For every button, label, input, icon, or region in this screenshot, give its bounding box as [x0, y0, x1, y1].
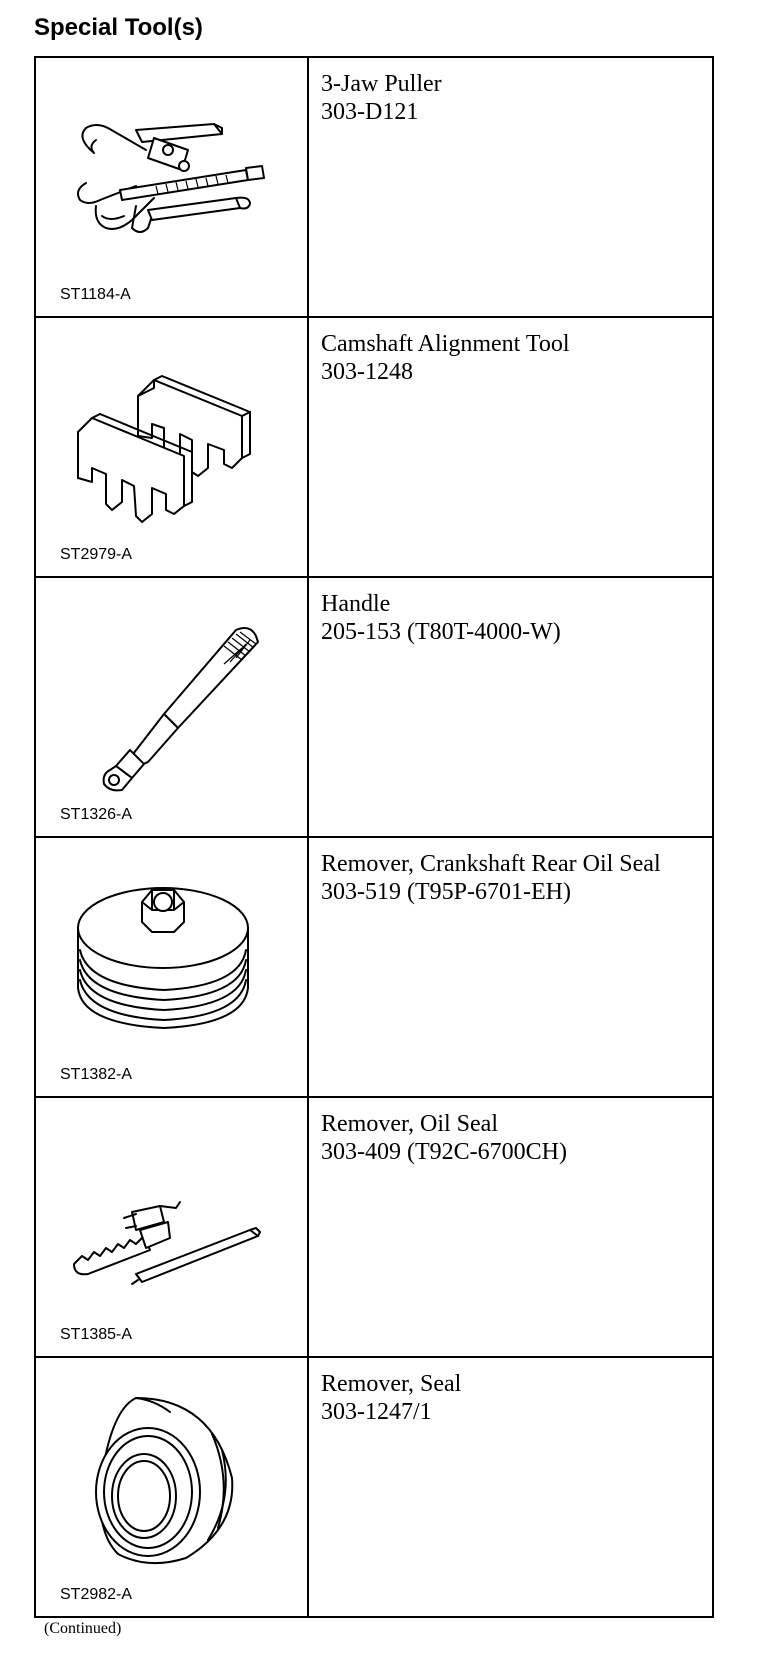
- continued-note: (Continued): [44, 1620, 122, 1637]
- tool-name: Remover, Oil Seal: [321, 1111, 498, 1137]
- tool-name: Remover, Crankshaft Rear Oil Seal: [321, 851, 661, 877]
- tool-description-cell: [308, 577, 713, 837]
- tool-name: 3-Jaw Puller: [321, 71, 442, 97]
- table-row: [35, 317, 713, 577]
- table-row: [35, 1357, 713, 1617]
- table-row: [35, 837, 713, 1097]
- tool-illustration-cell: [35, 837, 308, 1097]
- tool-name: Handle: [321, 591, 391, 617]
- tool-name: Remover, Seal: [321, 1371, 462, 1397]
- tool-illustration-cell: [35, 1097, 308, 1357]
- handle-icon: [36, 578, 307, 836]
- tool-description-cell: [308, 57, 713, 317]
- tool-code: ST1326-A: [60, 806, 133, 823]
- tool-illustration-cell: [35, 577, 308, 837]
- tool-description-cell: [308, 317, 713, 577]
- tool-number: 303-409 (T92C-6700CH): [321, 1139, 567, 1165]
- tool-illustration-cell: [35, 1357, 308, 1617]
- tool-name: Camshaft Alignment Tool: [321, 331, 570, 357]
- three-jaw-puller-icon: [36, 58, 307, 316]
- page-title: Special Tool(s): [34, 14, 203, 41]
- tool-description-cell: [308, 837, 713, 1097]
- crankshaft-seal-remover-icon: [36, 838, 307, 1096]
- tool-code: ST2979-A: [60, 546, 133, 563]
- tool-number: 303-D121: [321, 99, 419, 125]
- special-tools-table: [34, 56, 714, 1618]
- tool-number: 303-1248: [321, 359, 413, 385]
- table-row: [35, 57, 713, 317]
- oil-seal-remover-icon: [36, 1098, 307, 1356]
- tool-code: ST2982-A: [60, 1586, 133, 1603]
- table-row: [35, 1097, 713, 1357]
- tool-illustration-cell: [35, 57, 308, 317]
- tool-number: 205-153 (T80T-4000-W): [321, 619, 561, 645]
- table-row: [35, 577, 713, 837]
- tool-code: ST1385-A: [60, 1326, 133, 1343]
- tool-illustration-cell: [35, 317, 308, 577]
- seal-remover-icon: [36, 1358, 307, 1616]
- camshaft-alignment-tool-icon: [36, 318, 307, 576]
- tool-code: ST1184-A: [60, 286, 131, 303]
- tool-number: 303-519 (T95P-6701-EH): [321, 879, 571, 905]
- tool-description-cell: [308, 1357, 713, 1617]
- tool-number: 303-1247/1: [321, 1399, 432, 1425]
- tool-description-cell: [308, 1097, 713, 1357]
- tool-code: ST1382-A: [60, 1066, 133, 1083]
